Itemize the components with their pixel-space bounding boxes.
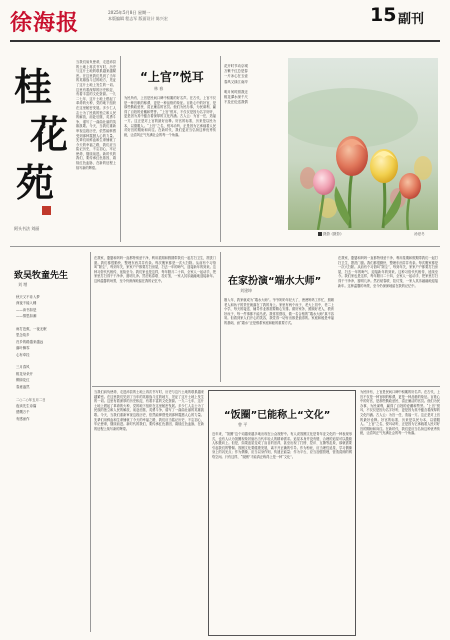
column-divider — [90, 252, 91, 632]
shangpin-title: “上官”悦耳 — [140, 70, 204, 84]
masthead-rule — [10, 40, 440, 42]
paper-logo: 徐海报 — [10, 10, 80, 36]
seal-stamp-icon — [42, 206, 51, 215]
page-name: 副刊 — [398, 12, 425, 27]
fanling-title: “饭圈”已能称上“文化” — [224, 410, 331, 421]
calligraphy-char-1: 桂 — [14, 64, 53, 109]
issue-date: 2025年5月8日 星期一 — [108, 10, 151, 15]
column-divider — [120, 56, 121, 242]
masthead — [0, 0, 450, 46]
zaijia-title: 在家扮演“端水大师” — [228, 276, 322, 287]
calligraphy-char-3: 苑 — [16, 160, 55, 205]
calligraphy-char-2: 花 — [30, 112, 69, 157]
fanling-author: 曾 平 — [238, 422, 248, 427]
calligraphy-artwork — [12, 56, 72, 236]
dongsheng-text: 在我家，婆婆和妈妈一直都特别爱干净，利用星期和假期带我们一起打扫卫生，擦洗门窗。我们都很勤快，整理东西井井有条。每次搬家都是一次大扫除。从前有个习俗叫“除尘”，每到年关，家家户户都要打扫房屋，扫去一年的晦气，迎接新年的到来。这种习俗代代相传，延续至今。我们家也是这样，每年腊月二十四，全家人一起动手，把家里打扫得干干净净，窗明几净。然后贴春联、挂灯笼，一家人其乐融融地迎接新年。这种温馨的场景，至今仍深深地留在我的记忆中。 — [94, 256, 216, 283]
shangpin-author: 林 春 — [154, 86, 164, 91]
photo-caption-text: 摄影 (摄影) — [323, 232, 342, 236]
zaijia-author: 刘建坤 — [240, 288, 252, 293]
editors-line: 本版编辑 程志军 版面设计 陈兴宏 — [108, 16, 168, 21]
page-number: 15 — [370, 4, 397, 26]
calligraphy-credit: 阿头书法 刘丽 — [14, 226, 40, 231]
zaijia-text-col2: 在我家，婆婆和妈妈一直都特别爱干净，利用星期和假期带我们一起打扫卫生，擦洗门窗。我们都很勤快，整理东西井井有条。每次搬家都是一次大扫除。从前有个习俗叫“除尘”，每到年关，家家户户都要打扫房屋，扫去一年的晦气，迎接新年的到来。这种习俗代代相传，延续至今。我们家也是这样，每年腊月二十四，全家人一起动手，把家里打扫得干干净净，窗明几净。然后贴春联、挂灯笼，一家人其乐融融地迎接新年。这种温馨的场景，至今仍深深地留在我的记忆中。 — [338, 256, 438, 288]
photo-caption — [318, 232, 341, 237]
zhanshi-author: 刘 增 — [18, 282, 28, 287]
tulip-photo — [288, 58, 438, 230]
column-divider — [220, 252, 221, 382]
zaijia-text: 刚入年，我家就成为“端水大师”。爷爷奶奶年纪大了，爸爸妈妈工作忙，照顾老人和孩子的责任就落在了我的身上。家里有两个孩子，老大上初中，老二上小学，每天的接送、辅导作业都需要精心安排。做好家务，照顾好老人，教育好孩子，每一件事都不能马虎。我常常感叹，做一名合格的“端水大师”真不容易。但看到家人们开心的笑容，我觉得一切付出都是值得的。家庭和睦是幸福的基础，而“端水”正是维系家庭和睦的重要方式。 — [224, 298, 334, 325]
photo-marker-icon — [318, 232, 322, 236]
fanling-text: 近年来，“饭圈”这个词越来越多地出现在公众视野中。有人说饭圈文化是青年亚文化的一种表现形式，也有人认为饭圈现象折射出当代年轻人的精神需求。追星本身并没有错，合理的追星可以激励人积极向上。但是，如果追星变成了盲目的崇拜，甚至出现了打榜、控评、互撕等乱象，那就需要引起我们的警惕。饭圈文化要健康发展，离不开正确的引导。作为粉丝，应当理性追星，学习偶像身上的闪光点；作为偶像，应当以身作则，传递正能量；作为平台，应当加强管理，营造清朗的网络空间。只有这样，“饭圈”才能真正称得上是一种“文化”。 — [212, 432, 352, 459]
photo-credit: 汤爱冬 — [414, 232, 425, 236]
section-rule — [92, 386, 440, 387]
poem-text: 花开时节动京城 万紫千红总是春 一片冰心在玉壶 春风又绿江南岸 明月何时照我还 桃花潭水深千尺 不及汪伦送我情 — [224, 64, 248, 105]
section-rule — [10, 246, 440, 247]
tulip-photo-image — [288, 58, 438, 230]
column-divider — [220, 56, 221, 242]
zhanshi-poem: 秋天又不肯入梦 深夜不能入睡 ——读书如是 ——情思如潮 雨打芭蕉，一夜无眠 思念故乡 归乡的路越来越远 落叶飘零 心有牵挂 三月春风 桃花朵朵开 柳绿花红 春意盎然 二○二○年五月二日 夜读先生诗篇 感慨万千 有感而作 — [16, 295, 47, 421]
right-column-text: 为民所有，上官是民间口碑中积累的好名声。在古代，上官不仅是一种官职的称谓，更是一种品格的象征。百姓心中的好官，是那些勤政爱民、清正廉洁的官员。他们为民办事，为民谋利，赢得了百姓的爱戴和赞誉。“上官”悦耳，不仅仅是因为名字好听，更是因为其中蕴含着深厚的文化内涵。古人云：为官一任，造福一方。这正是对上官的最好诠释。好官的标准，历来是以民为本，以德服人。“上官”之名，悦耳动听，正是因为它承载着人民对好官的期盼和向往。在新时代，我们更应当弘扬这种优秀传统，让清风正气充满社会的每一个角落。 — [360, 390, 440, 436]
bottom-left-text: 当我们肩负使命，走进沛县的土地上再次书写时，历史与这片土地的联系越来越紧密。在这里我们见到了当年的英雄战斗过的地方，见证了这片土地上发生的一切。这里有着深厚的历史积淀，有着丰富的文化资源。一九二七年，这片土地上燃起了革命的火种，党的地下组织在这里秘密发展。多少仁人志士为了民族的独立和人民的解放，前赴后继，英勇斗争，谱写了一曲曲壮丽的英雄凯歌。今天，当我们重新审视这段历史，依然能够感受到那种震撼人心的力量。先辈们用鲜血和生命铺就了今天的幸福之路，我们应当铭记历史，不忘初心，牢记使命，继续前进。新时代的我们，要传承红色基因，赓续红色血脉，在新的征程上续写新的辉煌。 — [94, 390, 204, 431]
left-essay-text: 当我们肩负使命，走进沛县的土地上再次书写时，历史与这片土地的联系越来越紧密。在这里我们见到了当年的英雄战斗过的地方，见证了这片土地上发生的一切。这里有着深厚的历史积淀，有着丰富的文化资源。一九二七年，这片土地上燃起了革命的火种，党的地下组织在这里秘密发展。多少仁人志士为了民族的独立和人民的解放，前赴后继，英勇斗争，谱写了一曲曲壮丽的英雄凯歌。今天，当我们重新审视这段历史，依然能够感受到那种震撼人心的力量。先辈们用鲜血和生命铺就了今天的幸福之路，我们应当铭记历史，不忘初心，牢记使命，继续前进。新时代的我们，要传承红色基因，赓续红色血脉，在新的征程上续写新的辉煌。 — [76, 60, 116, 170]
shangpin-text: 为民所有，上官是民间口碑中积累的好名声。在古代，上官不仅是一种官职的称谓，更是一种品格的象征。百姓心中的好官，是那些勤政爱民、清正廉洁的官员。他们为民办事，为民谋利，赢得了百姓的爱戴和赞誉。“上官”悦耳，不仅仅是因为名字好听，更是因为其中蕴含着深厚的文化内涵。古人云：为官一任，造福一方。这正是对上官的最好诠释。好官的标准，历来是以民为本，以德服人。“上官”之名，悦耳动听，正是因为它承载着人民对好官的期盼和向往。在新时代，我们更应当弘扬这种优秀传统，让清风正气充满社会的每一个角落。 — [124, 96, 216, 137]
zhanshi-title: 致吴牧童先生 — [14, 271, 69, 281]
